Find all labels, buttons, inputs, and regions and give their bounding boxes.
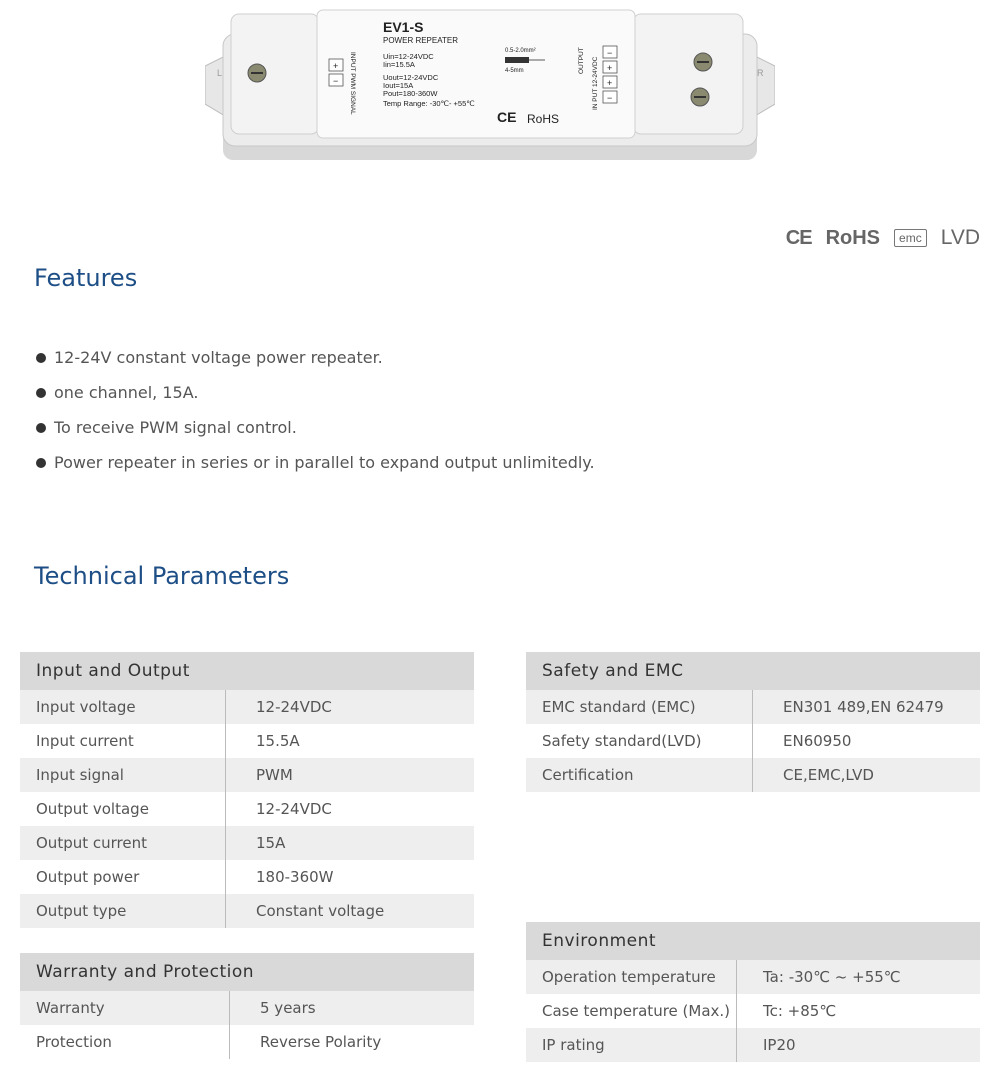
warranty-table — [20, 953, 474, 1059]
table-header: Warranty and Protection — [20, 953, 474, 991]
spec-in-2: Iin=15.5A — [383, 60, 415, 69]
ce-mark: CE — [497, 109, 517, 125]
table-row: Input current 15.5A — [20, 724, 474, 758]
feature-item: 12-24V constant voltage power repeater. — [36, 340, 595, 375]
technical-heading: Technical Parameters — [34, 562, 290, 590]
environment-table — [526, 922, 980, 1062]
minus-left: − — [333, 76, 339, 86]
left-terminal-label: INPUT PWM SIGNAL — [349, 52, 356, 115]
table-row: Output current 15A — [20, 826, 474, 860]
bullet-icon — [36, 388, 46, 398]
certification-marks — [786, 226, 980, 250]
table-row: Case temperature (Max.) Tc: +85℃ — [526, 994, 980, 1028]
product-name: POWER REPEATER — [383, 36, 458, 45]
table-row: Certification CE,EMC,LVD — [526, 758, 980, 792]
output-label: OUTPUT — [578, 47, 585, 74]
spec-in-1: Uin=12-24VDC — [383, 52, 434, 61]
rohs-mark: RoHS — [527, 112, 560, 126]
emc-logo: emc — [894, 229, 927, 247]
plus-in: + — [607, 78, 613, 88]
spec-out-1: Uout=12-24VDC — [383, 73, 439, 82]
plus-left: + — [333, 61, 339, 71]
table-row: Output power 180-360W — [20, 860, 474, 894]
table-row: Safety standard(LVD) EN60950 — [526, 724, 980, 758]
spec-out-3: Pout=180-360W — [383, 89, 438, 98]
minus-in: − — [607, 93, 613, 103]
features-heading: Features — [34, 264, 138, 292]
wire-strip: 4-5mm — [505, 68, 524, 74]
spec-out-2: Iout=15A — [383, 81, 414, 90]
feature-item: To receive PWM signal control. — [36, 410, 595, 445]
product-model: EV1-S — [383, 19, 424, 35]
table-row: IP rating IP20 — [526, 1028, 980, 1062]
table-row: Operation temperature Ta: -30℃ ~ +55℃ — [526, 960, 980, 994]
table-header: Input and Output — [20, 652, 474, 690]
table-header: Safety and EMC — [526, 652, 980, 690]
feature-item: Power repeater in series or in parallel to expand output unlimitedly. — [36, 445, 595, 480]
input-output-table — [20, 652, 474, 928]
rohs-logo: RoHS — [825, 226, 881, 249]
input-label: IN PUT 12-24VDC — [592, 56, 599, 110]
lvd-logo: LVD — [940, 226, 980, 249]
right-side-mark: R — [757, 68, 764, 78]
features-list — [36, 340, 595, 480]
ce-logo: CE — [785, 226, 812, 249]
table-row: Protection Reverse Polarity — [20, 1025, 474, 1059]
plus-out: + — [607, 63, 613, 73]
bullet-icon — [36, 353, 46, 363]
safety-emc-table — [526, 652, 980, 792]
bullet-icon — [36, 423, 46, 433]
table-row: Output voltage 12-24VDC — [20, 792, 474, 826]
table-row: Input voltage 12-24VDC — [20, 690, 474, 724]
left-side-mark: L — [217, 68, 223, 78]
table-row: Input signal PWM — [20, 758, 474, 792]
feature-item: one channel, 15A. — [36, 375, 595, 410]
product-image — [205, 4, 775, 172]
table-header: Environment — [526, 922, 980, 960]
wire-gauge: 0.5-2.0mm² — [505, 48, 536, 54]
table-row: EMC standard (EMC) EN301 489,EN 62479 — [526, 690, 980, 724]
spec-temp: Temp Range: -30℃- +55℃ — [383, 99, 475, 108]
bullet-icon — [36, 458, 46, 468]
table-row: Output type Constant voltage — [20, 894, 474, 928]
table-row: Warranty 5 years — [20, 991, 474, 1025]
minus-out: − — [607, 48, 613, 58]
